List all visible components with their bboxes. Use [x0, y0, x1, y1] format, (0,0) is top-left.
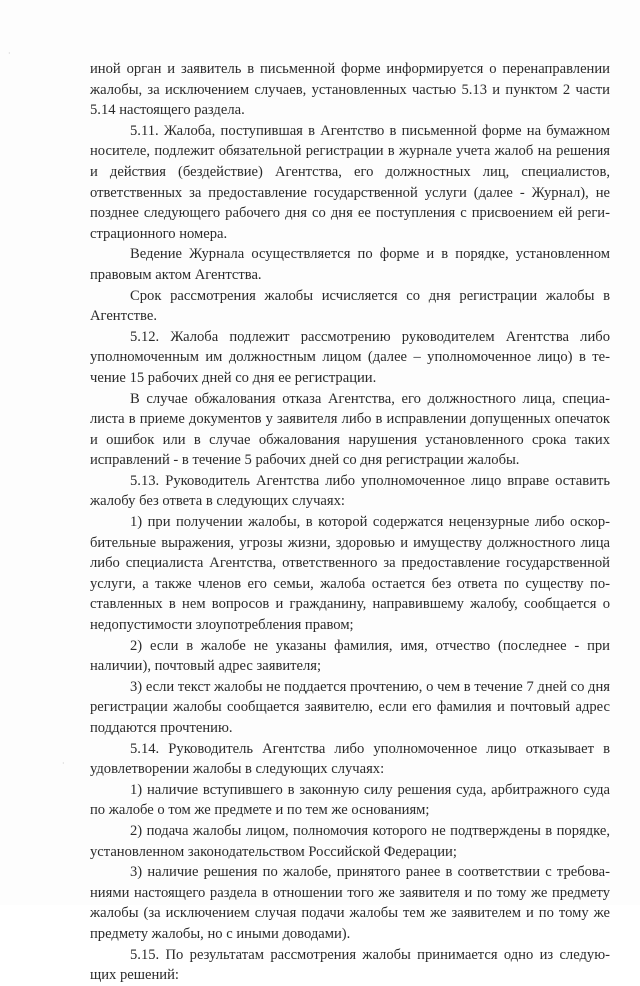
paragraph: 1) при получении жалобы, в которой содержатся нецензурные либо оскорбительные выражения, угрозы жизни, здоровью и имуществу должностного лица либо специалиста Агентства, ответственного за предоставление государственной услуги, а также членов его семьи, жалоба остается без ответа по существу поставленных в нем вопросов и гражданину, направившему жалобу, сообщается о недопустимости злоупотребления правом; — [90, 514, 610, 634]
paragraph: 3) если текст жалобы не поддается прочтению, о чем в течение 7 дней со дня регистрации жалобы сообщается заявителю, если его фамилия и почтовый адрес поддаются прочтению. — [90, 678, 610, 736]
paragraph: Ведение Журнала осуществляется по форме и в порядке, установленном правовым актом Агентства. — [90, 246, 610, 283]
scan-mark: · — [62, 759, 65, 768]
scan-mark: · — [8, 49, 11, 58]
paragraph: 5.15. По результатам рассмотрения жалобы принимается одно из следующих решений: — [90, 946, 610, 984]
paragraph: 3) наличие решения по жалобе, принятого ранее в соответствии с требованиями настоящего раздела в отношении того же заявителя и по тому же предмету жалобы (за исключением случая подачи жалобы тем же заявителем и по тому же предмету жалобы, но с иными доводами). — [90, 864, 610, 942]
paragraph: 2) подача жалобы лицом, полномочия которого не подтверждены в порядке, установленном законодательством Российской Федерации; — [90, 822, 610, 860]
paragraph: 2) если в жалобе не указаны фамилия, имя, отчество (последнее - при наличии), почтовый адрес заявителя; — [90, 637, 610, 675]
paragraph: Срок рассмотрения жалобы исчисляется со дня регистрации жалобы в Агентстве. — [90, 287, 610, 325]
paragraph: 5.14. Руководитель Агентства либо уполномоченное лицо отказывает в удовлетворении жалобы в следующих случаях: — [90, 740, 610, 778]
paragraph: 5.12. Жалоба подлежит рассмотрению руководителем Агентства либо уполномоченным им должностным лицом (далее – уполномоченное лицо) в течение 15 рабочих дней со дня ее регистрации. — [90, 328, 610, 386]
paragraph: В случае обжалования отказа Агентства, его должностного лица, специалиста в приеме документов у заявителя либо в исправлении допущенных опечаток и ошибок или в случае обжалования нарушения установленного срока таких исправлений - в течение 5 рабочих дней со дня регистрации жалобы. — [90, 390, 610, 469]
paragraph: 1) наличие вступившего в законную силу решения суда, арбитражного суда по жалобе о том же предмете и по тем же основаниям; — [90, 781, 610, 819]
document-body — [90, 59, 610, 986]
paragraph: 5.13. Руководитель Агентства либо уполномоченное лицо вправе оставить жалобу без ответа в следующих случаях: — [90, 472, 610, 510]
paragraph: 5.11. Жалоба, поступившая в Агентство в письменной форме на бумажном носителе, подлежит обязательной регистрации в журнале учета жалоб на решения и действия (бездействие) Агентства, его должностных лиц, специалистов, ответственных за предоставление государственной услуги (далее - Журнал), не позднее следующего рабочего дня со дня ее поступления с присвоением ей регистрационного номера. — [90, 122, 610, 242]
paragraph: иной орган и заявитель в письменной форме информируется о перенаправлении жалобы, за исключением случаев, установленных частью 5.13 и пунктом 2 части 5.14 настоящего раздела. — [90, 61, 610, 119]
